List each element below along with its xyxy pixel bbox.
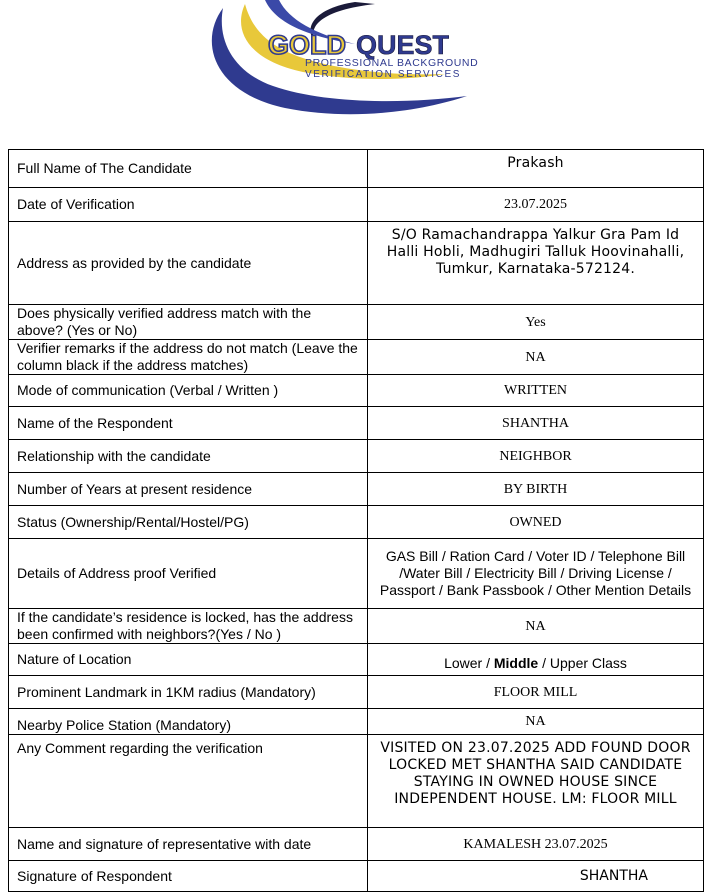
row-relationship <box>9 440 704 473</box>
label-resp-sign: Signature of Respondent <box>9 861 368 892</box>
nature-middle: Middle <box>493 655 539 671</box>
row-resp-sign <box>9 861 704 892</box>
label-mode: Mode of communication (Verbal / Written ) <box>9 375 368 407</box>
logo-tagline-1: PROFESSIONAL BACKGROUND <box>305 57 479 69</box>
value-resp-sign: SHANTHA <box>368 861 704 892</box>
row-rep-sign <box>9 828 704 861</box>
label-match: Does physically verified address match with the above? (Yes or No) <box>9 305 368 340</box>
label-landmark: Prominent Landmark in 1KM radius (Mandatory) <box>9 676 368 709</box>
row-full-name <box>9 150 704 188</box>
value-mode: WRITTEN <box>368 375 704 407</box>
value-respondent: SHANTHA <box>368 407 704 440</box>
label-relationship: Relationship with the candidate <box>9 440 368 473</box>
value-address: S/O Ramachandrappa Yalkur Gra Pam Id Halli Hobli, Madhugiri Talluk Hoovinahalli, Tumkur, Karnataka-572124. <box>368 222 704 305</box>
label-locked: If the candidate’s residence is locked, has the address been confirmed with neighbors?(Yes / No ) <box>9 609 368 644</box>
label-full-name: Full Name of The Candidate <box>9 150 368 188</box>
nature-lower: Lower / <box>444 655 490 671</box>
label-rep-sign: Name and signature of representative with date <box>9 828 368 861</box>
row-proof <box>9 539 704 609</box>
value-proof: GAS Bill / Ration Card / Voter ID / Telephone Bill /Water Bill / Electricity Bill / Driving License / Passport / Bank Passbook / Other Mention Details <box>368 539 704 609</box>
row-mode <box>9 375 704 407</box>
nature-upper: / Upper Class <box>542 655 627 671</box>
row-nature <box>9 644 704 676</box>
value-comment: VISITED ON 23.07.2025 ADD FOUND DOOR LOCKED MET SHANTHA SAID CANDIDATE STAYING IN OWNED HOUSE SINCE INDEPENDENT HOUSE. LM: FLOOR MILL <box>368 735 704 828</box>
label-date: Date of Verification <box>9 188 368 222</box>
logo-brand-quest: QUEST <box>356 30 450 60</box>
label-respondent: Name of the Respondent <box>9 407 368 440</box>
logo-brand-gold: GOLD <box>268 30 346 60</box>
row-remarks <box>9 340 704 375</box>
value-full-name: Prakash <box>368 150 704 188</box>
row-locked <box>9 609 704 644</box>
label-years: Number of Years at present residence <box>9 473 368 506</box>
row-police <box>9 709 704 735</box>
row-address <box>9 222 704 305</box>
value-date: 23.07.2025 <box>368 188 704 222</box>
value-status: OWNED <box>368 506 704 539</box>
row-date <box>9 188 704 222</box>
row-match <box>9 305 704 340</box>
row-years <box>9 473 704 506</box>
value-landmark: FLOOR MILL <box>368 676 704 709</box>
logo-tagline-2: VERIFICATION SERVICES <box>305 69 462 80</box>
goldquest-logo <box>205 0 515 115</box>
label-address: Address as provided by the candidate <box>9 222 368 305</box>
row-comment <box>9 735 704 828</box>
row-status <box>9 506 704 539</box>
label-status: Status (Ownership/Rental/Hostel/PG) <box>9 506 368 539</box>
value-police: NA <box>368 709 704 735</box>
value-rep-sign: KAMALESH 23.07.2025 <box>368 828 704 861</box>
value-years: BY BIRTH <box>368 473 704 506</box>
label-comment: Any Comment regarding the verification <box>9 735 368 828</box>
label-remarks: Verifier remarks if the address do not match (Leave the column black if the address matches) <box>9 340 368 375</box>
value-locked: NA <box>368 609 704 644</box>
label-police: Nearby Police Station (Mandatory) <box>9 709 368 735</box>
value-nature <box>368 644 704 676</box>
value-remarks: NA <box>368 340 704 375</box>
row-landmark <box>9 676 704 709</box>
label-proof: Details of Address proof Verified <box>9 539 368 609</box>
row-respondent <box>9 407 704 440</box>
verification-form-table <box>8 149 704 892</box>
label-nature: Nature of Location <box>9 644 368 676</box>
value-match: Yes <box>368 305 704 340</box>
value-relationship: NEIGHBOR <box>368 440 704 473</box>
